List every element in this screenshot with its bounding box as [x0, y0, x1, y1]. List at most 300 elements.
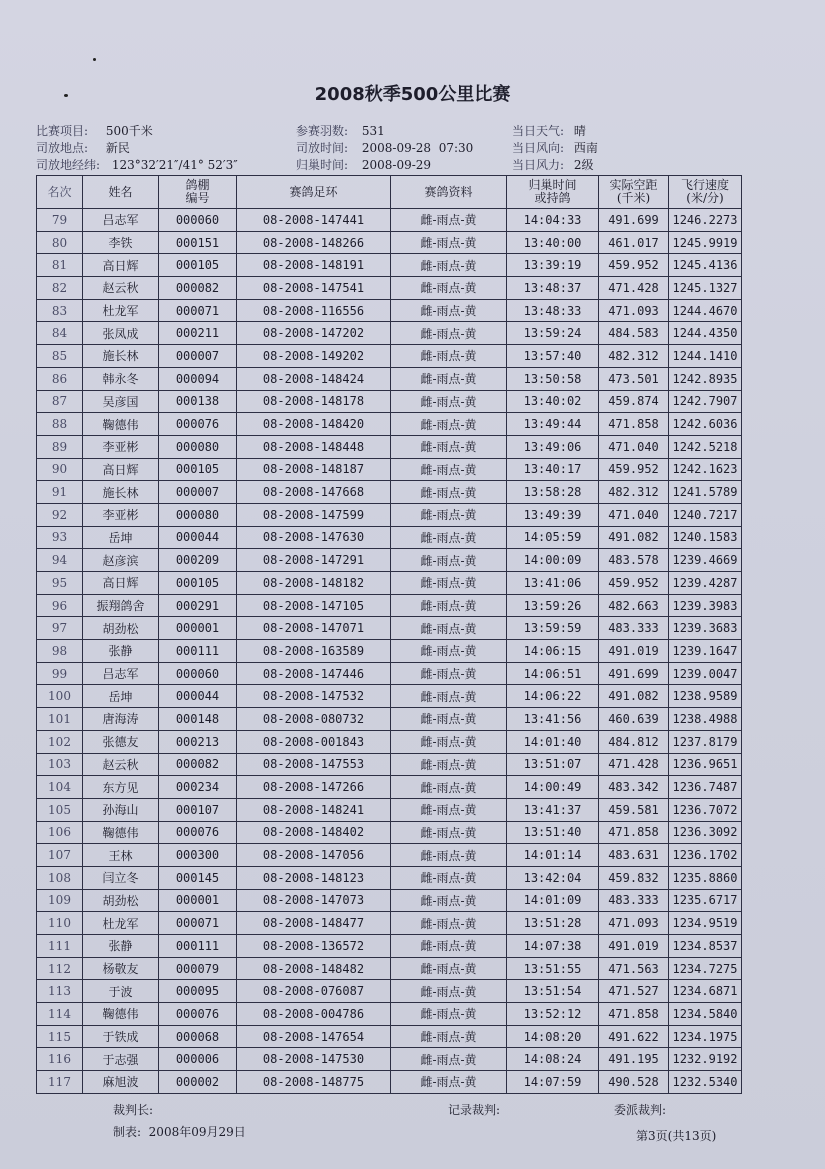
cell-time: 13:49:06 [507, 435, 599, 458]
cell-info: 雌-雨点-黄 [391, 299, 507, 322]
cell-time: 13:48:33 [507, 299, 599, 322]
cell-rank: 109 [37, 889, 83, 912]
cell-rank: 113 [37, 980, 83, 1003]
cell-loft: 000080 [159, 503, 237, 526]
cell-rank: 83 [37, 299, 83, 322]
cell-distance: 491.082 [599, 526, 669, 549]
cell-info: 雌-雨点-黄 [391, 685, 507, 708]
cell-distance: 483.333 [599, 889, 669, 912]
cell-distance: 483.578 [599, 549, 669, 572]
cell-loft: 000082 [159, 753, 237, 776]
info-value: 西南 [573, 141, 598, 155]
cell-rank: 102 [37, 730, 83, 753]
cell-speed: 1236.7487 [669, 776, 742, 799]
cell-speed: 1232.9192 [669, 1048, 742, 1071]
cell-loft: 000095 [159, 980, 237, 1003]
header-distance [599, 176, 669, 209]
header-loft-line1: 鸽棚 [185, 178, 210, 192]
cell-ring: 08-2008-148241 [237, 798, 391, 821]
table-row [37, 367, 742, 390]
cell-speed: 1236.1702 [669, 844, 742, 867]
cell-info: 雌-雨点-黄 [391, 957, 507, 980]
cell-name: 于铁成 [83, 1025, 159, 1048]
cell-loft: 000105 [159, 254, 237, 277]
cell-distance: 471.093 [599, 912, 669, 935]
cell-rank: 108 [37, 866, 83, 889]
cell-distance: 491.019 [599, 935, 669, 958]
cell-speed: 1234.9519 [669, 912, 742, 935]
cell-ring: 08-2008-147630 [237, 526, 391, 549]
cell-loft: 000148 [159, 708, 237, 731]
cell-rank: 89 [37, 435, 83, 458]
cell-name: 杜龙军 [83, 912, 159, 935]
cell-ring: 08-2008-147266 [237, 776, 391, 799]
cell-time: 14:07:59 [507, 1071, 599, 1094]
table-row [37, 322, 742, 345]
cell-time: 13:59:26 [507, 594, 599, 617]
cell-speed: 1240.7217 [669, 503, 742, 526]
cell-time: 13:49:39 [507, 503, 599, 526]
table-row [37, 481, 742, 504]
cell-loft: 000044 [159, 526, 237, 549]
cell-distance: 471.858 [599, 821, 669, 844]
header-time [507, 176, 599, 209]
cell-loft: 000068 [159, 1025, 237, 1048]
cell-ring: 08-2008-147202 [237, 322, 391, 345]
cell-speed: 1245.1327 [669, 277, 742, 300]
cell-info: 雌-雨点-黄 [391, 776, 507, 799]
table-row [37, 345, 742, 368]
cell-time: 13:59:24 [507, 322, 599, 345]
cell-ring: 08-2008-148424 [237, 367, 391, 390]
info-label: 归巢时间: [296, 158, 349, 172]
header-ring: 赛鸽足环 [237, 176, 391, 209]
cell-rank: 93 [37, 526, 83, 549]
cell-ring: 08-2008-148191 [237, 254, 391, 277]
cell-speed: 1239.3983 [669, 594, 742, 617]
cell-info: 雌-雨点-黄 [391, 889, 507, 912]
info-weather [512, 122, 586, 139]
cell-info: 雌-雨点-黄 [391, 1003, 507, 1026]
cell-ring: 08-2008-148182 [237, 572, 391, 595]
cell-name: 王林 [83, 844, 159, 867]
table-row [37, 776, 742, 799]
cell-distance: 459.874 [599, 390, 669, 413]
cell-speed: 1236.7072 [669, 798, 742, 821]
cell-info: 雌-雨点-黄 [391, 1025, 507, 1048]
table-row [37, 1025, 742, 1048]
info-label: 司放地经纬: [36, 158, 101, 172]
table-row [37, 231, 742, 254]
cell-time: 14:06:15 [507, 640, 599, 663]
cell-ring: 08-2008-148482 [237, 957, 391, 980]
table-row [37, 526, 742, 549]
cell-distance: 471.040 [599, 435, 669, 458]
header-distance-line2: (千米) [616, 191, 651, 205]
cell-time: 14:01:14 [507, 844, 599, 867]
cell-time: 14:05:59 [507, 526, 599, 549]
cell-ring: 08-2008-147668 [237, 481, 391, 504]
info-coords [36, 156, 238, 173]
cell-loft: 000076 [159, 821, 237, 844]
info-value: 500千米 [105, 124, 153, 138]
cell-ring: 08-2008-147553 [237, 753, 391, 776]
info-label: 当日风向: [512, 141, 565, 155]
cell-name: 东方见 [83, 776, 159, 799]
table-row [37, 980, 742, 1003]
cell-speed: 1238.4988 [669, 708, 742, 731]
cell-time: 13:51:28 [507, 912, 599, 935]
cell-rank: 85 [37, 345, 83, 368]
table-row [37, 254, 742, 277]
cell-rank: 116 [37, 1048, 83, 1071]
cell-name: 胡劲松 [83, 889, 159, 912]
cell-loft: 000111 [159, 640, 237, 663]
cell-info: 雌-雨点-黄 [391, 866, 507, 889]
table-row [37, 1003, 742, 1026]
cell-info: 雌-雨点-黄 [391, 617, 507, 640]
cell-ring: 08-2008-163589 [237, 640, 391, 663]
table-row [37, 413, 742, 436]
info-wind-force [512, 156, 594, 173]
cell-ring: 08-2008-147530 [237, 1048, 391, 1071]
cell-ring: 08-2008-080732 [237, 708, 391, 731]
cell-rank: 112 [37, 957, 83, 980]
cell-ring: 08-2008-148266 [237, 231, 391, 254]
cell-speed: 1240.1583 [669, 526, 742, 549]
cell-speed: 1244.4670 [669, 299, 742, 322]
cell-name: 孙海山 [83, 798, 159, 821]
cell-name: 张德友 [83, 730, 159, 753]
cell-time: 13:40:00 [507, 231, 599, 254]
cell-loft: 000080 [159, 435, 237, 458]
table-row [37, 685, 742, 708]
cell-ring: 08-2008-147654 [237, 1025, 391, 1048]
table-row [37, 209, 742, 232]
cell-info: 雌-雨点-黄 [391, 572, 507, 595]
cell-info: 雌-雨点-黄 [391, 912, 507, 935]
cell-speed: 1239.4287 [669, 572, 742, 595]
cell-speed: 1246.2273 [669, 209, 742, 232]
cell-loft: 000007 [159, 345, 237, 368]
cell-speed: 1236.9651 [669, 753, 742, 776]
cell-rank: 81 [37, 254, 83, 277]
cell-time: 13:51:07 [507, 753, 599, 776]
cell-time: 13:59:59 [507, 617, 599, 640]
cell-rank: 82 [37, 277, 83, 300]
cell-loft: 000291 [159, 594, 237, 617]
cell-loft: 000105 [159, 458, 237, 481]
cell-info: 雌-雨点-黄 [391, 1071, 507, 1094]
cell-time: 13:50:58 [507, 367, 599, 390]
table-row [37, 458, 742, 481]
info-return [296, 156, 431, 173]
cell-name: 赵云秋 [83, 277, 159, 300]
table-row [37, 866, 742, 889]
cell-rank: 107 [37, 844, 83, 867]
info-value: 新民 [105, 141, 130, 155]
cell-speed: 1235.6717 [669, 889, 742, 912]
cell-name: 赵云秋 [83, 753, 159, 776]
cell-rank: 111 [37, 935, 83, 958]
cell-loft: 000082 [159, 277, 237, 300]
table-row [37, 889, 742, 912]
cell-rank: 98 [37, 640, 83, 663]
cell-ring: 08-2008-148178 [237, 390, 391, 413]
cell-name: 麻旭波 [83, 1071, 159, 1094]
cell-speed: 1234.7275 [669, 957, 742, 980]
cell-speed: 1242.8935 [669, 367, 742, 390]
cell-name: 高日辉 [83, 572, 159, 595]
cell-info: 雌-雨点-黄 [391, 231, 507, 254]
info-wind-dir [512, 139, 598, 156]
cell-ring: 08-2008-148448 [237, 435, 391, 458]
cell-time: 13:52:12 [507, 1003, 599, 1026]
cell-ring: 08-2008-147532 [237, 685, 391, 708]
cell-info: 雌-雨点-黄 [391, 1048, 507, 1071]
header-speed [669, 176, 742, 209]
cell-ring: 08-2008-147291 [237, 549, 391, 572]
cell-distance: 459.952 [599, 254, 669, 277]
cell-ring: 08-2008-148187 [237, 458, 391, 481]
cell-rank: 87 [37, 390, 83, 413]
cell-distance: 471.858 [599, 413, 669, 436]
info-label: 比赛项目: [36, 124, 89, 138]
scan-speck [93, 58, 96, 61]
cell-speed: 1234.1975 [669, 1025, 742, 1048]
cell-loft: 000076 [159, 413, 237, 436]
cell-name: 于波 [83, 980, 159, 1003]
cell-info: 雌-雨点-黄 [391, 526, 507, 549]
cell-time: 13:51:40 [507, 821, 599, 844]
cell-rank: 114 [37, 1003, 83, 1026]
cell-speed: 1234.8537 [669, 935, 742, 958]
cell-time: 14:07:38 [507, 935, 599, 958]
cell-rank: 103 [37, 753, 83, 776]
header-info: 赛鸽资料 [391, 176, 507, 209]
table-row [37, 1048, 742, 1071]
cell-time: 13:57:40 [507, 345, 599, 368]
cell-rank: 115 [37, 1025, 83, 1048]
cell-loft: 000076 [159, 1003, 237, 1026]
cell-name: 施长林 [83, 481, 159, 504]
cell-time: 13:39:19 [507, 254, 599, 277]
cell-rank: 105 [37, 798, 83, 821]
cell-info: 雌-雨点-黄 [391, 708, 507, 731]
header-loft-line2: 编号 [185, 191, 210, 205]
cell-name: 鞠德伟 [83, 821, 159, 844]
cell-name: 李铁 [83, 231, 159, 254]
cell-time: 13:58:28 [507, 481, 599, 504]
cell-info: 雌-雨点-黄 [391, 209, 507, 232]
cell-speed: 1242.5218 [669, 435, 742, 458]
info-release [296, 139, 473, 156]
header-speed-line2: (米/分) [686, 191, 724, 205]
cell-ring: 08-2008-147056 [237, 844, 391, 867]
table-row [37, 435, 742, 458]
cell-distance: 471.428 [599, 277, 669, 300]
cell-speed: 1234.6871 [669, 980, 742, 1003]
cell-speed: 1245.9919 [669, 231, 742, 254]
cell-ring: 08-2008-148402 [237, 821, 391, 844]
cell-rank: 104 [37, 776, 83, 799]
info-value: 2008-09-29 [361, 158, 432, 172]
cell-speed: 1242.1623 [669, 458, 742, 481]
cell-loft: 000071 [159, 912, 237, 935]
cell-rank: 117 [37, 1071, 83, 1094]
cell-distance: 491.622 [599, 1025, 669, 1048]
cell-rank: 88 [37, 413, 83, 436]
cell-loft: 000213 [159, 730, 237, 753]
cell-distance: 491.699 [599, 662, 669, 685]
cell-distance: 459.952 [599, 458, 669, 481]
cell-name: 施长林 [83, 345, 159, 368]
footer-page-number: 第3页(共13页) [636, 1129, 717, 1143]
cell-loft: 000211 [159, 322, 237, 345]
cell-loft: 000151 [159, 231, 237, 254]
cell-ring: 08-2008-004786 [237, 1003, 391, 1026]
info-label: 司放时间: [296, 141, 349, 155]
cell-name: 赵彦滨 [83, 549, 159, 572]
cell-ring: 08-2008-148775 [237, 1071, 391, 1094]
cell-loft: 000007 [159, 481, 237, 504]
cell-info: 雌-雨点-黄 [391, 367, 507, 390]
cell-loft: 000060 [159, 209, 237, 232]
table-row [37, 640, 742, 663]
cell-time: 14:08:20 [507, 1025, 599, 1048]
cell-info: 雌-雨点-黄 [391, 549, 507, 572]
cell-loft: 000111 [159, 935, 237, 958]
cell-ring: 08-2008-136572 [237, 935, 391, 958]
cell-name: 吕志军 [83, 209, 159, 232]
cell-time: 13:42:04 [507, 866, 599, 889]
table-row [37, 957, 742, 980]
cell-distance: 471.527 [599, 980, 669, 1003]
cell-rank: 80 [37, 231, 83, 254]
cell-speed: 1239.0047 [669, 662, 742, 685]
table-row [37, 753, 742, 776]
cell-loft: 000006 [159, 1048, 237, 1071]
cell-name: 吕志军 [83, 662, 159, 685]
cell-speed: 1238.9589 [669, 685, 742, 708]
cell-distance: 461.017 [599, 231, 669, 254]
cell-speed: 1242.6036 [669, 413, 742, 436]
cell-loft: 000107 [159, 798, 237, 821]
cell-info: 雌-雨点-黄 [391, 322, 507, 345]
cell-ring: 08-2008-147599 [237, 503, 391, 526]
cell-time: 13:51:54 [507, 980, 599, 1003]
cell-name: 张静 [83, 935, 159, 958]
footer-recorder: 记录裁判: [448, 1103, 501, 1117]
cell-ring: 08-2008-148477 [237, 912, 391, 935]
cell-name: 岳坤 [83, 685, 159, 708]
table-row [37, 277, 742, 300]
cell-name: 鞠德伟 [83, 1003, 159, 1026]
cell-loft: 000105 [159, 572, 237, 595]
cell-speed: 1242.7907 [669, 390, 742, 413]
cell-distance: 482.312 [599, 345, 669, 368]
cell-distance: 484.812 [599, 730, 669, 753]
cell-ring: 08-2008-147073 [237, 889, 391, 912]
info-value: 2008-09-28 07:30 [361, 141, 474, 155]
cell-speed: 1237.8179 [669, 730, 742, 753]
cell-info: 雌-雨点-黄 [391, 980, 507, 1003]
table-row [37, 708, 742, 731]
cell-rank: 110 [37, 912, 83, 935]
table-row [37, 390, 742, 413]
cell-rank: 106 [37, 821, 83, 844]
cell-time: 14:00:09 [507, 549, 599, 572]
cell-distance: 482.312 [599, 481, 669, 504]
cell-name: 胡劲松 [83, 617, 159, 640]
cell-loft: 000138 [159, 390, 237, 413]
cell-info: 雌-雨点-黄 [391, 662, 507, 685]
cell-rank: 94 [37, 549, 83, 572]
cell-info: 雌-雨点-黄 [391, 458, 507, 481]
cell-name: 鞠德伟 [83, 413, 159, 436]
cell-rank: 99 [37, 662, 83, 685]
cell-info: 雌-雨点-黄 [391, 435, 507, 458]
info-site [36, 139, 130, 156]
info-label: 当日风力: [512, 158, 565, 172]
footer-chief-judge: 裁判长: [113, 1103, 154, 1117]
cell-loft: 000002 [159, 1071, 237, 1094]
cell-name: 韩永冬 [83, 367, 159, 390]
cell-info: 雌-雨点-黄 [391, 844, 507, 867]
table-row [37, 730, 742, 753]
table-row [37, 572, 742, 595]
cell-speed: 1245.4136 [669, 254, 742, 277]
cell-loft: 000071 [159, 299, 237, 322]
cell-loft: 000060 [159, 662, 237, 685]
cell-loft: 000234 [159, 776, 237, 799]
cell-rank: 90 [37, 458, 83, 481]
cell-info: 雌-雨点-黄 [391, 277, 507, 300]
cell-ring: 08-2008-147441 [237, 209, 391, 232]
cell-rank: 95 [37, 572, 83, 595]
cell-distance: 484.583 [599, 322, 669, 345]
cell-speed: 1239.3683 [669, 617, 742, 640]
cell-ring: 08-2008-116556 [237, 299, 391, 322]
cell-name: 张静 [83, 640, 159, 663]
cell-name: 李亚彬 [83, 503, 159, 526]
cell-time: 14:00:49 [507, 776, 599, 799]
cell-distance: 491.082 [599, 685, 669, 708]
table-row [37, 617, 742, 640]
info-value: 123°32′21″/41° 52′3″ [111, 158, 238, 172]
info-value: 2级 [573, 158, 594, 172]
cell-time: 13:48:37 [507, 277, 599, 300]
cell-time: 13:41:56 [507, 708, 599, 731]
info-value: 531 [361, 124, 385, 138]
cell-distance: 491.019 [599, 640, 669, 663]
cell-info: 雌-雨点-黄 [391, 798, 507, 821]
cell-name: 杜龙军 [83, 299, 159, 322]
cell-distance: 491.699 [599, 209, 669, 232]
info-count [296, 122, 385, 139]
cell-info: 雌-雨点-黄 [391, 390, 507, 413]
cell-rank: 79 [37, 209, 83, 232]
cell-info: 雌-雨点-黄 [391, 821, 507, 844]
cell-speed: 1235.8860 [669, 866, 742, 889]
cell-speed: 1244.1410 [669, 345, 742, 368]
cell-time: 13:51:55 [507, 957, 599, 980]
cell-ring: 08-2008-149202 [237, 345, 391, 368]
cell-distance: 471.428 [599, 753, 669, 776]
table-row [37, 299, 742, 322]
cell-distance: 460.639 [599, 708, 669, 731]
cell-speed: 1244.4350 [669, 322, 742, 345]
